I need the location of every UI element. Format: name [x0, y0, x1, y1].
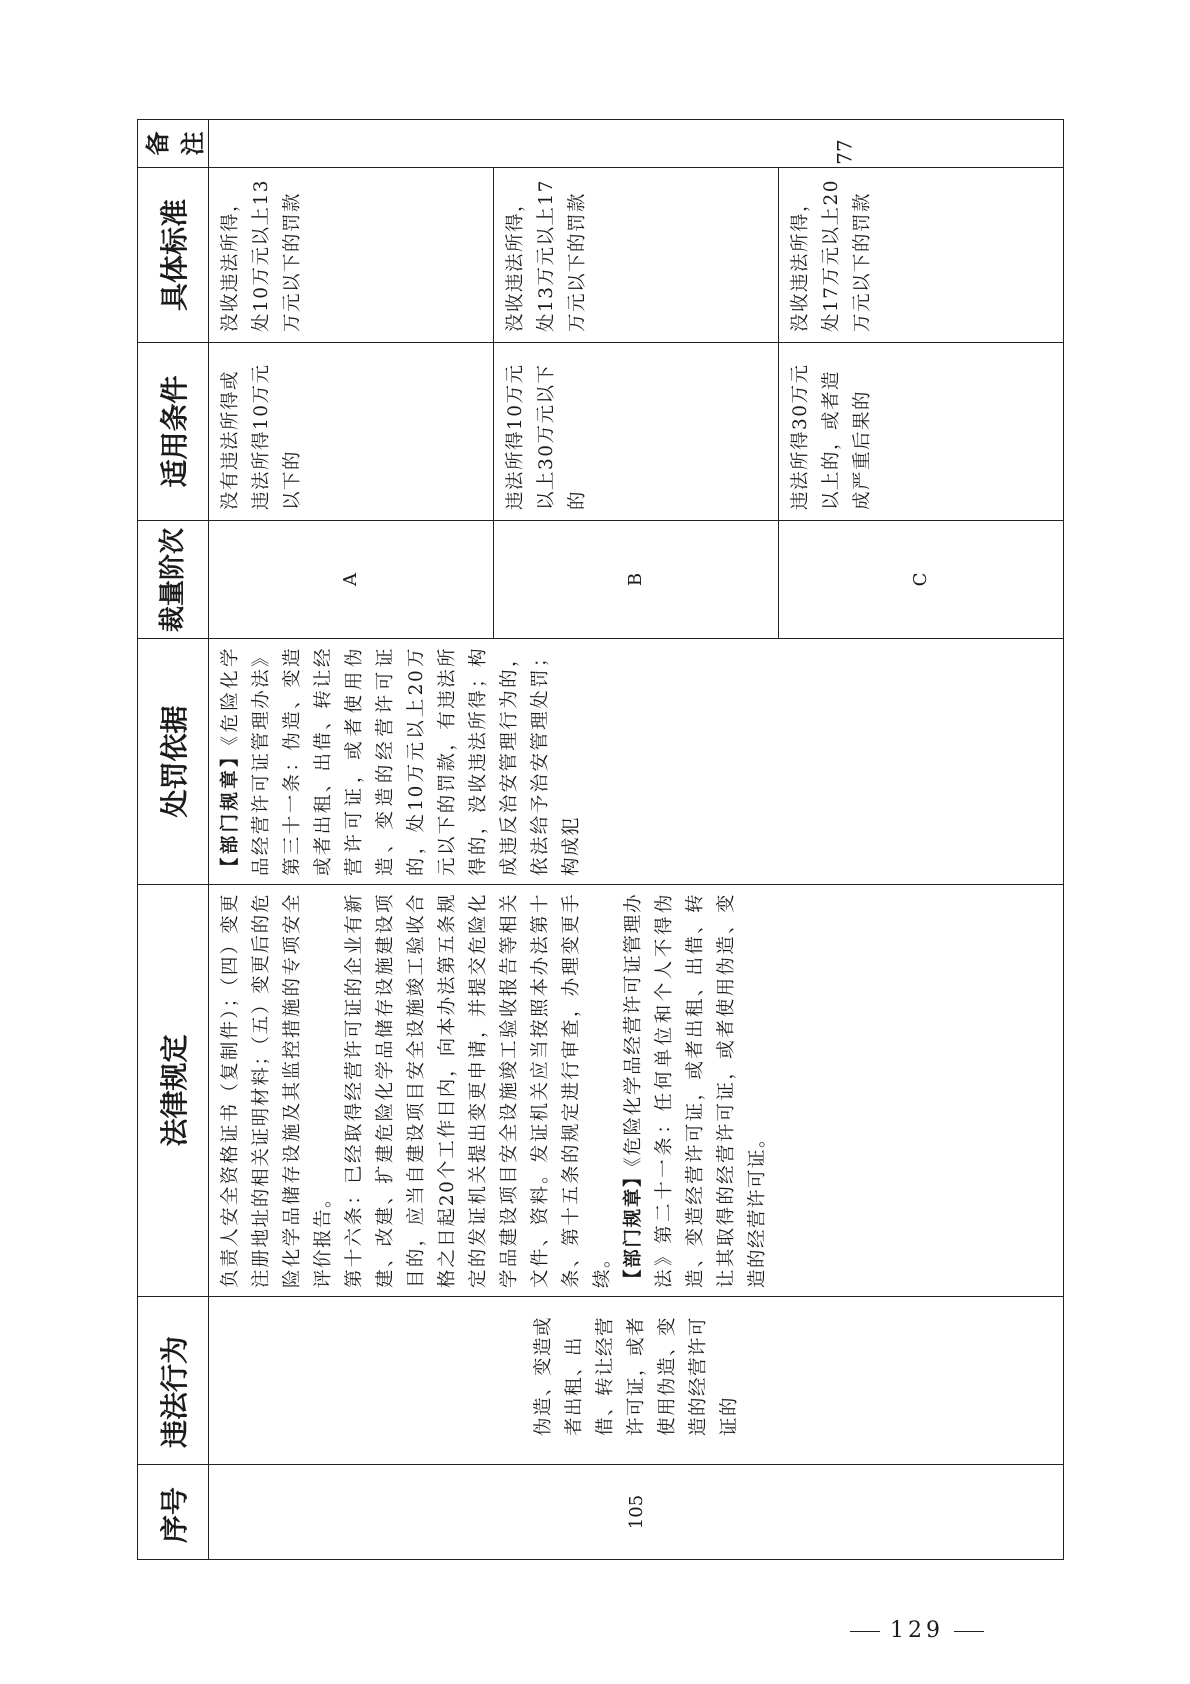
law-cell	[209, 885, 1064, 1297]
law-text-part1: 负责人安全资格证书（复制件）；（四）变更注册地址的相关证明材料；（五）变更后的危险化学品储存设施及其监控措施的专项安全评价报告。	[220, 893, 334, 1288]
behavior-cell: 伪造、变造或者出租、出借、转让经营许可证，或者使用伪造、变造的经营许可证的	[209, 1297, 1064, 1465]
header-basis: 处罚依据	[138, 639, 209, 885]
law-text-part3-body: 《危险化学品经营许可证管理办法》第二十一条：任何单位和个人不得伪造、变造经营许可证，或者出租、出借、转让其取得的经营许可证，或者使用伪造、变造的经营许可证。	[623, 893, 768, 1288]
condition-cell-c: 违法所得30万元以上的，或者造成严重后果的	[778, 343, 1063, 521]
standard-cell-c: 没收违法所得，处17万元以上20万元以下的罚款	[778, 168, 1063, 343]
header-behavior: 违法行为	[138, 1297, 209, 1465]
standard-cell-a: 没收违法所得，处10万元以上13万元以下的罚款	[209, 168, 494, 343]
basis-text: 《危险化学品经营许可证管理办法》第三十一条：伪造、变造或者出租、出借、转让经营许可证，或者使用伪造、变造的经营许可证的，处10万元以上20万元以下的罚款，有违法所得的，没收违法所得；构成违反治安管理行为的，依法给予治安管理处罚；构成犯	[220, 647, 582, 876]
footer-dash-left	[850, 1631, 880, 1632]
law-text-part3	[618, 893, 773, 1288]
table-row	[209, 120, 494, 1560]
header-seq: 序号	[138, 1465, 209, 1560]
standard-cell-b: 没收违法所得，处13万元以上17万元以下的罚款	[493, 168, 778, 343]
rotated-table-sheet	[137, 120, 1064, 1560]
level-cell-a: A	[209, 521, 494, 639]
remark-cell	[209, 120, 1064, 168]
level-cell-b: B	[493, 521, 778, 639]
header-law: 法律规定	[138, 885, 209, 1297]
condition-cell-a: 没有违法所得或违法所得10万元以下的	[209, 343, 494, 521]
header-standard: 具体标准	[138, 168, 209, 343]
header-remark: 备注	[138, 120, 209, 168]
law-text-part2: 第十六条：已经取得经营许可证的企业有新建、改建、扩建危险化学品储存设施建设项目的，应当自建设项目安全设施竣工验收合格之日起20个工作日内，向本办法第五条规定的发证机关提出变更申请，并提交危险化学品建设项目安全设施竣工验收报告等相关文件、资料。发证机关应当按照本办法第十条、第十五条的规定进行审查，办理变更手续。	[344, 893, 613, 1288]
law-tag: 【部门规章】	[623, 1166, 644, 1288]
header-level: 裁量阶次	[138, 521, 209, 639]
basis-cell	[209, 639, 1064, 885]
page-footer	[840, 1618, 994, 1643]
condition-cell-b: 违法所得10万元以上30万元以下的	[493, 343, 778, 521]
remark-number: 77	[832, 139, 857, 165]
table-header-row	[138, 120, 209, 1560]
header-condition: 适用条件	[138, 343, 209, 521]
level-cell-c: C	[778, 521, 1063, 639]
footer-dash-right	[954, 1631, 984, 1632]
basis-tag: 【部门规章】	[220, 745, 241, 876]
page-number: 129	[890, 1618, 944, 1643]
seq-cell: 105	[209, 1465, 1064, 1560]
penalty-table	[137, 119, 1064, 1560]
